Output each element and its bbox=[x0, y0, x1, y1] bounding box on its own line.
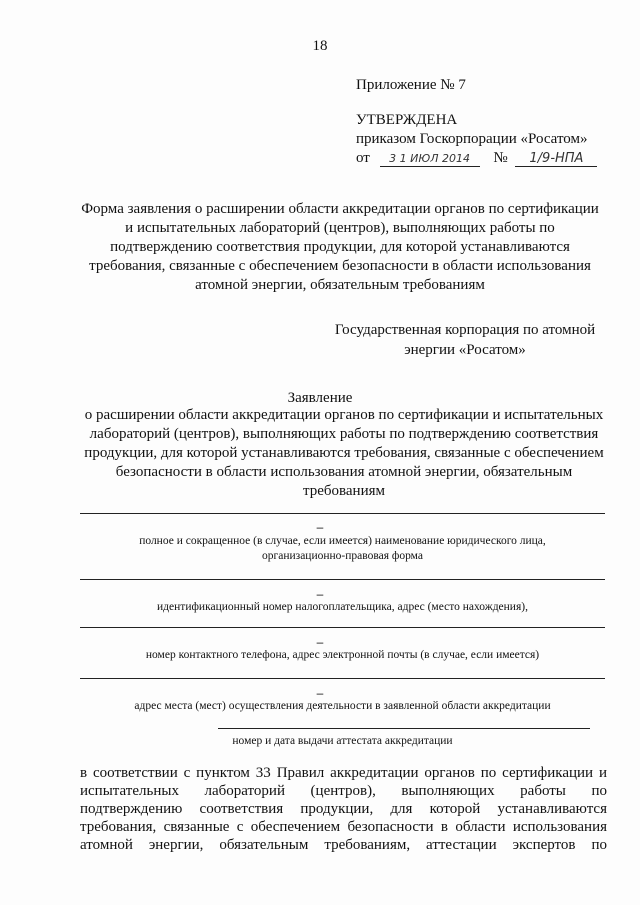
statement-subtitle-line: лабораторий (центров), выполняющих работы по подтверждению соответствия bbox=[89, 426, 599, 442]
field-caption-contacts bbox=[80, 648, 605, 663]
statement-subtitle-line: безопасности в области использования атомной энергии, обязательным bbox=[115, 464, 573, 480]
form-title-line: и испытательных лабораторий (центров), выполняющих работы по bbox=[125, 220, 555, 236]
date-prefix: от bbox=[356, 150, 370, 166]
order-reference: приказом Госкорпорации «Росатом» bbox=[356, 131, 588, 147]
approved-label: УТВЕРЖДЕНА bbox=[356, 112, 458, 128]
appendix-label: Приложение № 7 bbox=[356, 77, 466, 93]
addressee-line: Государственная корпорация по атомной bbox=[334, 322, 596, 338]
field-dash: – bbox=[316, 686, 324, 700]
statement-subtitle bbox=[84, 406, 604, 501]
body-line: подтверждению соответствия продукции, для которой устанавливаются bbox=[80, 801, 607, 817]
form-title-line: подтверждению соответствия продукции, для которой устанавливаются bbox=[110, 239, 570, 255]
form-title-line: Форма заявления о расширении области аккредитации органов по сертификации bbox=[81, 201, 599, 217]
form-title bbox=[80, 200, 600, 295]
form-title-line: атомной энергии, обязательным требованиям bbox=[195, 277, 485, 293]
fill-in-line-inn-address[interactable] bbox=[80, 579, 605, 580]
body-line: в соответствии с пунктом 33 Правил аккредитации органов по сертификации и bbox=[80, 765, 607, 781]
caption-line: полное и сокращенное (в случае, если имеется) наименование юридического лица, bbox=[139, 535, 546, 547]
addressee bbox=[320, 320, 610, 360]
fill-in-line-activity-address[interactable] bbox=[80, 678, 605, 679]
body-line: испытательных лабораторий (центров), выполняющих работы по bbox=[80, 783, 607, 799]
order-date-line bbox=[356, 150, 597, 167]
statement-subtitle-line: продукции, для которой устанавливаются требования, связанные с обеспечением bbox=[84, 445, 604, 461]
caption-line: идентификационный номер налогоплательщика, адрес (место нахождения), bbox=[157, 601, 528, 613]
number-prefix: № bbox=[493, 150, 508, 166]
caption-line: организационно-правовая форма bbox=[262, 550, 423, 562]
statement-subtitle-line: о расширении области аккредитации органов по сертификации и испытательных bbox=[84, 407, 604, 423]
field-caption-organization-name bbox=[80, 534, 605, 564]
caption-line: адрес места (мест) осуществления деятельности в заявленной области аккредитации bbox=[134, 700, 551, 712]
statement-subtitle-line: требованиям bbox=[302, 483, 386, 499]
body-line: атомной энергии, обязательным требованиям, аттестации экспертов по bbox=[80, 837, 607, 853]
body-paragraph bbox=[80, 764, 607, 854]
field-dash: – bbox=[316, 520, 324, 534]
field-dash: – bbox=[316, 635, 324, 649]
caption-line: номер контактного телефона, адрес электронной почты (в случае, если имеется) bbox=[145, 649, 540, 661]
field-caption-activity-address bbox=[80, 699, 605, 714]
fill-in-line-certificate[interactable] bbox=[218, 728, 590, 729]
page-number: 18 bbox=[312, 38, 328, 54]
statement-title: Заявление bbox=[287, 390, 353, 406]
body-line: требования, связанные с обеспечением безопасности в области использования bbox=[80, 819, 607, 835]
field-caption-certificate bbox=[80, 734, 605, 749]
form-title-line: требования, связанные с обеспечением безопасности в области использования bbox=[89, 258, 591, 274]
caption-line: номер и дата выдачи аттестата аккредитации bbox=[232, 735, 453, 747]
field-caption-inn-address bbox=[80, 600, 605, 615]
addressee-line: энергии «Росатом» bbox=[404, 342, 526, 358]
handwritten-date-stamp: 3 1 ИЮЛ 2014 bbox=[380, 151, 480, 167]
fill-in-line-contacts[interactable] bbox=[80, 627, 605, 628]
fill-in-line-organization-name[interactable] bbox=[80, 513, 605, 514]
handwritten-order-number: 1/9-НПА bbox=[515, 151, 597, 167]
field-dash: – bbox=[316, 587, 324, 601]
